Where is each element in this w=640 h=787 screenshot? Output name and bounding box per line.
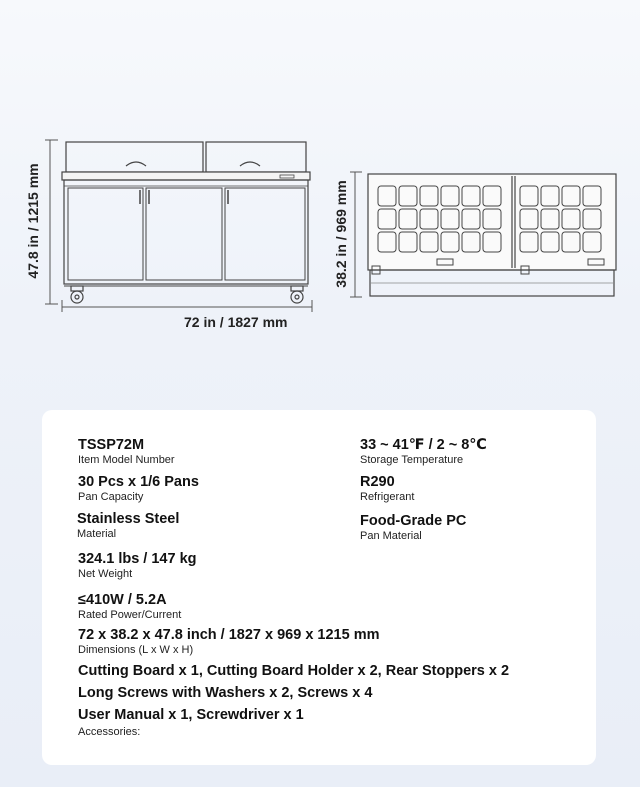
spec-dimensions-label: Dimensions (L x W x H) bbox=[78, 644, 194, 656]
spec-model-value: TSSP72M bbox=[78, 437, 145, 453]
spec-card bbox=[42, 410, 596, 765]
spec-temperature-label: Storage Temperature bbox=[360, 454, 464, 466]
spec-power bbox=[78, 591, 181, 622]
accessories-line: Long Screws with Washers x 2, Screws x 4 bbox=[78, 685, 373, 701]
top-view-outline bbox=[368, 174, 616, 270]
spec-refrigerant bbox=[360, 473, 414, 504]
front-height-label: 47.8 in / 1215 mm bbox=[25, 163, 41, 279]
spec-capacity bbox=[78, 473, 199, 504]
side-height-label: 38.2 in / 969 mm bbox=[333, 180, 349, 288]
spec-pan-material-value: Food-Grade PC bbox=[360, 513, 467, 529]
spec-material-label: Material bbox=[77, 528, 117, 540]
spec-capacity-value: 30 Pcs x 1/6 Pans bbox=[78, 474, 199, 490]
spec-model bbox=[78, 436, 175, 467]
spec-capacity-label: Pan Capacity bbox=[78, 491, 144, 503]
spec-dimensions bbox=[78, 626, 380, 657]
front-width-label: 72 in / 1827 mm bbox=[184, 314, 288, 330]
spec-material bbox=[77, 510, 179, 541]
spec-pan-material-label: Pan Material bbox=[360, 530, 422, 542]
accessories-label: Accessories: bbox=[78, 726, 141, 738]
spec-refrigerant-label: Refrigerant bbox=[360, 491, 415, 503]
accessories-line: Cutting Board x 1, Cutting Board Holder x 2, Rear Stoppers x 2 bbox=[78, 663, 510, 679]
spec-temperature-value: 33 ~ 41℉ / 2 ~ 8℃ bbox=[360, 437, 487, 453]
spec-power-value: ≤410W / 5.2A bbox=[78, 592, 167, 608]
spec-pan-material bbox=[360, 512, 466, 543]
accessories-line: User Manual x 1, Screwdriver x 1 bbox=[78, 707, 304, 723]
spec-weight-label: Net Weight bbox=[78, 568, 133, 580]
spec-refrigerant-value: R290 bbox=[360, 474, 395, 490]
spec-model-label: Item Model Number bbox=[78, 454, 175, 466]
accessories-block bbox=[78, 660, 509, 739]
spec-material-value: Stainless Steel bbox=[77, 511, 180, 527]
spec-weight bbox=[78, 550, 197, 581]
spec-power-label: Rated Power/Current bbox=[78, 609, 182, 621]
spec-weight-value: 324.1 lbs / 147 kg bbox=[78, 551, 197, 567]
spec-temperature bbox=[360, 436, 487, 467]
spec-dimensions-value: 72 x 38.2 x 47.8 inch / 1827 x 969 x 1215 mm bbox=[78, 627, 380, 643]
side-height-dimension-line bbox=[350, 172, 362, 297]
